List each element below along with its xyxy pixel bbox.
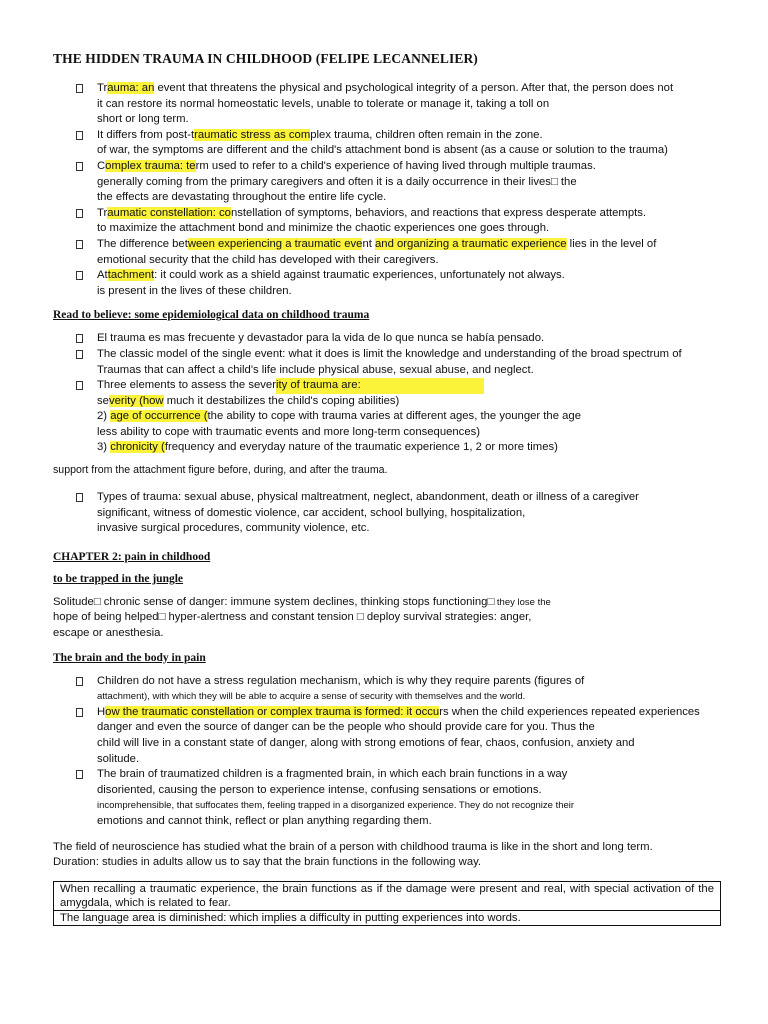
list-item: Complex trauma: term used to refer to a child's experience of having lived through multiple traumas. generally coming from the primary caregivers and often it is a daily occurrence in their lives□ the the effects are devastating throughout the entire life cycle.	[53, 159, 721, 206]
document-page	[53, 48, 721, 926]
bullet-icon	[76, 131, 83, 140]
bullet-icon	[76, 209, 83, 218]
list-item: How the traumatic constellation or complex trauma is formed: it occurs when the child experiences repeated experiences danger and even the source of danger can be the people who should provide care for you. Thus the child will live in a constant state of danger, along with strong emotions of fear, chaos, confusion, anxiety and solitude.	[53, 705, 721, 767]
highlight: and organizing a traumatic experience	[375, 237, 567, 250]
bullet-icon	[76, 271, 83, 280]
table-row	[54, 881, 721, 910]
bullet-icon	[76, 240, 83, 249]
list-item: It differs from post-traumatic stress as complex trauma, children often remain in the zone. of war, the symptoms are different and the child's attachment bond is absent (as a cause or solution to the trauma)	[53, 128, 721, 159]
document-title: THE HIDDEN TRAUMA IN CHILDHOOD (FELIPE LECANNELIER)	[53, 51, 478, 66]
list-item: Traumatic constellation: constellation of symptoms, behaviors, and reactions that express desperate attempts. to maximize the attachment bond and minimize the chaotic experiences one goes through.	[53, 206, 721, 237]
bullet-icon	[76, 493, 83, 502]
list-item: Trauma: an event that threatens the physical and psychological integrity of a person. After that, the person does not it can restore its normal homeostatic levels, unable to tolerate or manage it, taking a toll on short or long term.	[53, 81, 721, 128]
list-item: The difference between experiencing a traumatic event and organizing a traumatic experience lies in the level of emotional security that the child has developed with their caregivers.	[53, 237, 721, 268]
brain-function-table	[53, 881, 721, 926]
note-text: support from the attachment figure before, during, and after the trauma.	[53, 464, 388, 477]
highlight: ween experiencing a traumatic eve	[187, 237, 363, 250]
section-heading: Read to believe: some epidemiological data on childhood trauma	[53, 309, 370, 322]
bullet-icon	[76, 162, 83, 171]
neuroscience-paragraph: The field of neuroscience has studied what the brain of a person with childhood trauma is like in the short and long term. Duration: studies in adults allow us to say that the brain functions in the following way.	[53, 840, 653, 869]
highlight: raumatic stress as com	[194, 128, 311, 141]
list-item: Attachment: it could work as a shield against traumatic experiences, unfortunately not always. is present in the lives of these children.	[53, 268, 721, 299]
highlight: auma: an	[107, 82, 155, 94]
bullet-icon	[76, 334, 83, 343]
bullet-icon	[76, 770, 83, 779]
highlight: tachment	[107, 269, 155, 282]
bullet-icon	[76, 350, 83, 359]
highlight: ity of trauma are:	[276, 378, 484, 394]
table-row	[54, 910, 721, 925]
highlight: verity (how	[108, 394, 164, 407]
bullet-icon	[76, 84, 83, 93]
highlight: age of occurrence (	[110, 410, 208, 423]
highlight: ow the traumatic constellation or complex trauma is formed: it occu	[105, 705, 440, 718]
section-heading: to be trapped in the jungle	[53, 572, 184, 585]
list-item: The brain of traumatized children is a fragmented brain, in which each brain functions in a way disoriented, causing the person to experience intense, confusing sensations or emotions. incomprehensible, that suffocates them, feeling trapped in a disorganized experience. They do not recognize their emotions and cannot think, reflect or plan anything regarding them.	[53, 767, 721, 829]
table-cell: When recalling a traumatic experience, the brain functions as if the damage were present and real, with special activation of the amygdala, which is related to fear.	[54, 881, 721, 910]
table-cell: The language area is diminished: which implies a difficulty in putting experiences into words.	[54, 910, 721, 925]
list-item: El trauma es mas frecuente y devastador para la vida de lo que nunca se había pensado.	[53, 331, 721, 347]
highlight: chronicity (	[110, 441, 165, 454]
list-item: The classic model of the single event: what it does is limit the knowledge and understanding of the broad spectrum of Traumas that can affect a child's life include physical abuse, sexual abuse, and neglect.	[53, 347, 721, 378]
chapter-heading: CHAPTER 2: pain in childhood	[53, 550, 211, 563]
list-item: Types of trauma: sexual abuse, physical maltreatment, neglect, abandonment, death or illness of a caregiver significant, witness of domestic violence, car accident, school bullying, hospitalization, invasive surgical procedures, community violence, etc.	[53, 490, 721, 537]
highlight: aumatic constellation: co	[107, 206, 231, 219]
list-item: Children do not have a stress regulation mechanism, which is why they require parents (figures of attachment), with which they will be able to acquire a sense of security with themselves and the world.	[53, 674, 721, 705]
highlight: omplex trauma: te	[105, 159, 196, 172]
bullet-icon	[76, 708, 83, 717]
list-item: Three elements to assess the severity of trauma are: severity (how much it destabilizes the child's coping abilities) 2) age of occurrence (the ability to cope with trauma varies at different ages, the younger the age less ability to cope with traumatic events and more long-term consequences) 3) chronicity (frequency and everyday nature of the traumatic experience 1, 2 or more times)	[53, 378, 721, 456]
bullet-icon	[76, 677, 83, 686]
solitude-paragraph: Solitude□ chronic sense of danger: immune system declines, thinking stops functioning□ they lose the hope of being helped□ hyper-alertness and constant tension □ deploy survival strategies: anger, escape or anesthesia.	[53, 595, 551, 640]
bullet-icon	[76, 381, 83, 390]
section-heading: The brain and the body in pain	[53, 651, 206, 664]
